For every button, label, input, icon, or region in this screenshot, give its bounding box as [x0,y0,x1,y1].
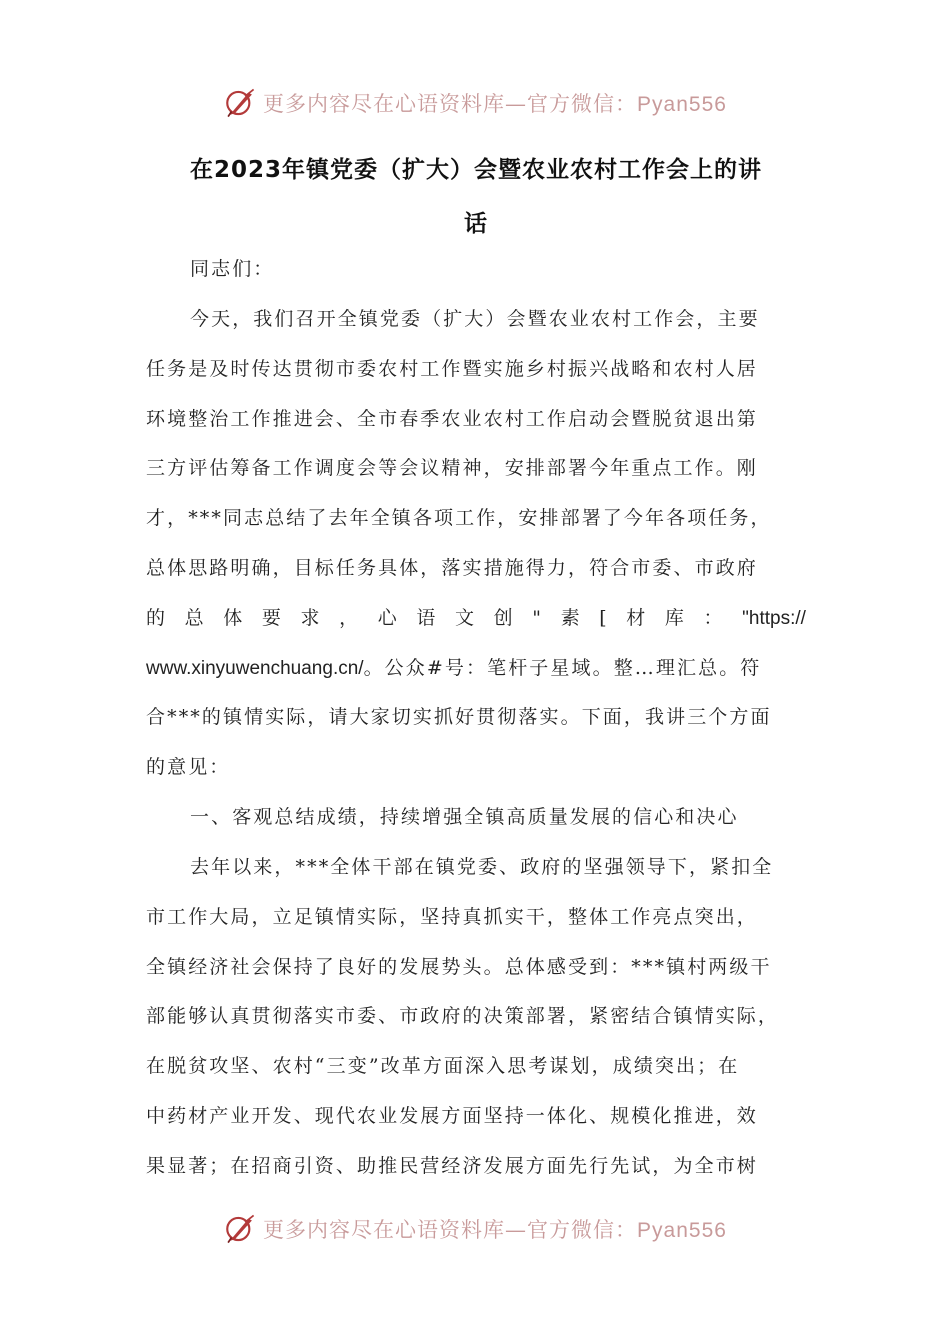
watermark-text: 更多内容尽在心语资料库—官方微信：Pyan556 [263,1218,727,1242]
text-line: 的意见： [146,756,231,779]
url-text: www.xinyuwenchuang.cn/ [146,657,364,679]
title-line-1: 在2023年镇党委（扩大）会暨农业农村工作会上的讲 [189,157,762,183]
text-line: 总体思路明确，目标任务具体，落实措施得力，符合市委、市政府 [146,556,758,579]
text-line: 全镇经济社会保持了良好的发展势头。总体感受到：***镇村两级干 [146,955,772,978]
paragraph-intro [146,295,806,793]
text-line: 环境整治工作推进会、全市春季农业农村工作启动会暨脱贫退出第 [146,407,758,430]
quill-pen-circle-logo-icon [223,1212,257,1246]
spread-text-line: 的 总 体 要 求 ， 心 语 文 创 " 素 [ 材 库 ： "https:// [146,606,806,629]
text-line: 才，***同志总结了去年全镇各项工作，安排部署了今年各项任务， [146,507,772,530]
paragraph-achievements [146,843,806,1192]
text-line: 中药材产业开发、现代农业发展方面坚持一体化、规模化推进，效 [146,1104,758,1127]
text-line: 果显著；在招商引资、助推民营经济发展方面先行先试，为全市树 [146,1154,758,1177]
text-line: 在脱贫攻坚、农村“三变”改革方面深入思考谋划，成绩突出；在 [146,1055,740,1078]
text-line: www.xinyuwenchuang.cn/。公众#号：笔杆子星域。整…理汇总。符 [146,656,762,679]
text-line: 市工作大局，立足镇情实际，坚持真抓实干，整体工作亮点突出， [146,905,758,928]
section-heading-1: 一、客观总结成绩，持续增强全镇高质量发展的信心和决心 [190,806,739,828]
footer-watermark [0,1206,950,1252]
salutation: 同志们： [190,258,275,280]
text-line: 今天，我们召开全镇党委（扩大）会暨农业农村工作会，主要 [190,308,760,330]
text-line: 任务是及时传达贯彻市委农村工作暨实施乡村振兴战略和农村人居 [146,357,758,380]
title-line-2: 话 [464,211,488,237]
watermark-text: 更多内容尽在心语资料库—官方微信：Pyan556 [263,92,727,116]
text-line: 部能够认真贯彻落实市委、市政府的决策部署，紧密结合镇情实际， [146,1005,780,1028]
text-line: 合***的镇情实际，请大家切实抓好贯彻落实。下面，我讲三个方面 [146,706,772,729]
header-watermark [0,80,950,126]
text-line: 三方评估筹备工作调度会等会议精神，安排部署今年重点工作。刚 [146,457,758,480]
quill-pen-circle-logo-icon [223,86,257,120]
document-title [146,143,806,251]
text-line: 去年以来，***全体干部在镇党委、政府的坚强领导下，紧扣全 [190,856,774,878]
